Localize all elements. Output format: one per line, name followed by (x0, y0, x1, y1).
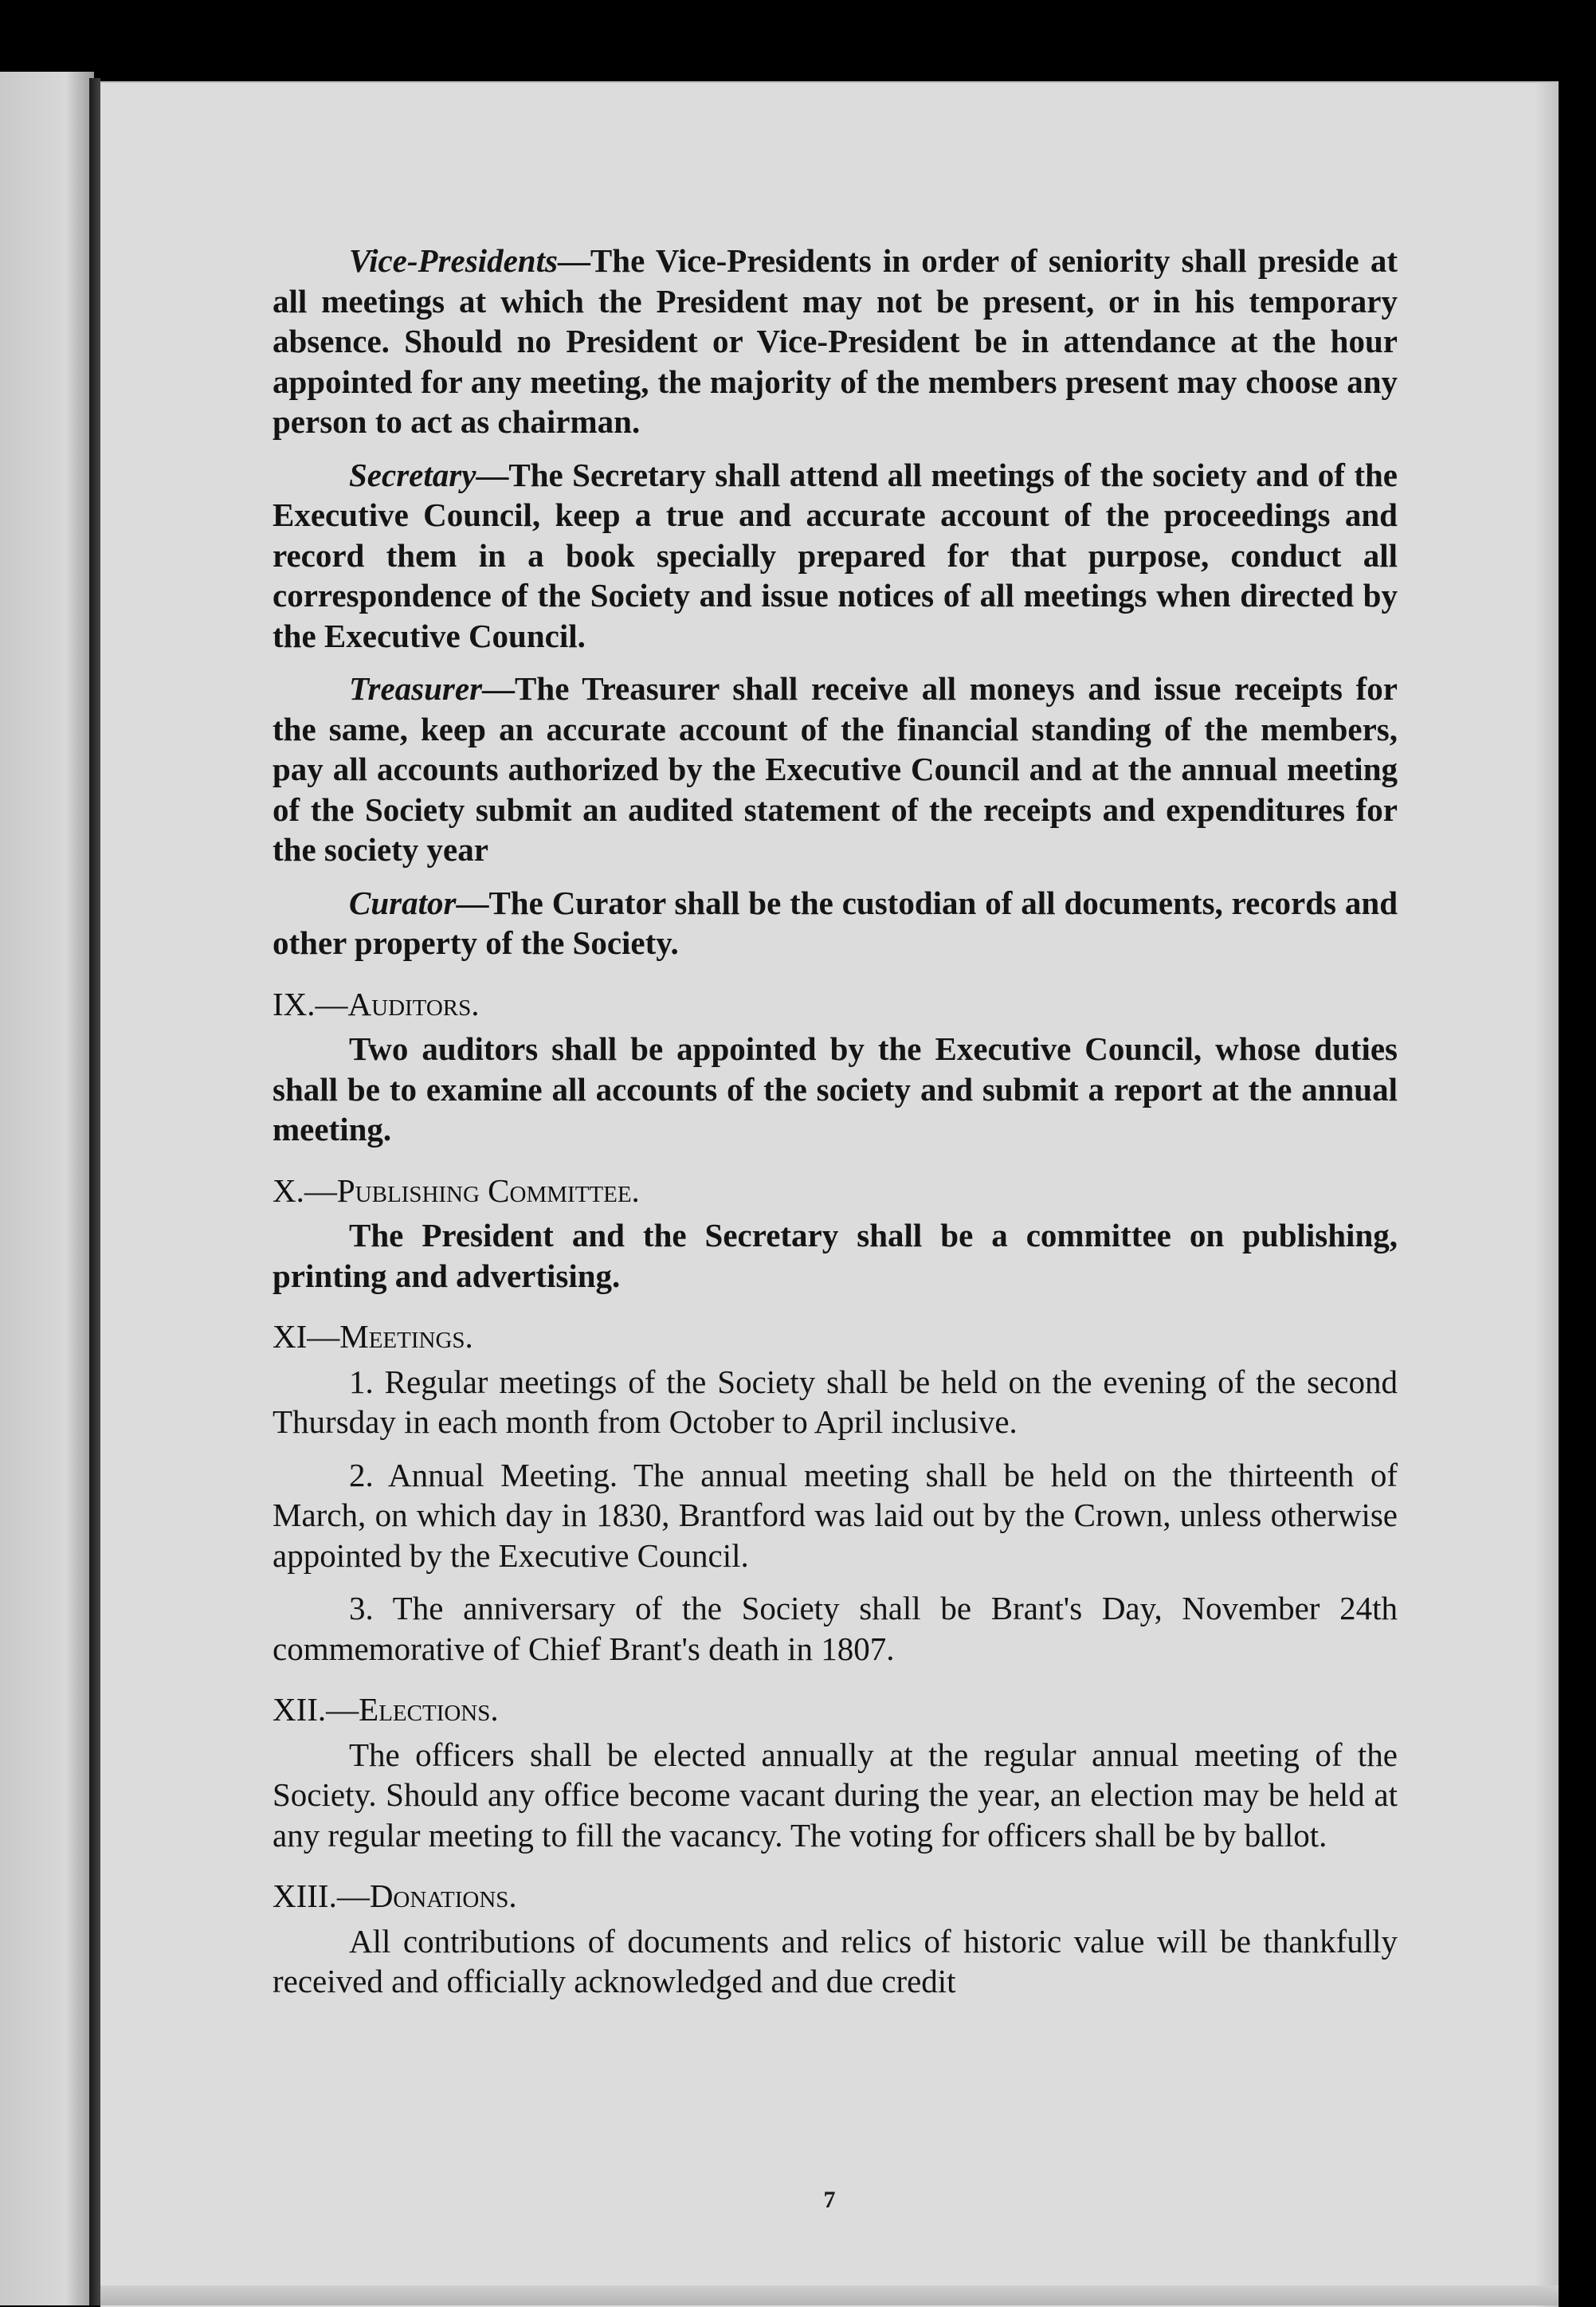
heading-auditors: IX.—Auditors. (273, 985, 480, 1022)
page-bottom-edge (100, 2285, 1559, 2305)
term-secretary: Secretary (349, 456, 476, 493)
page-text (273, 241, 1398, 2015)
document-page (100, 81, 1559, 2307)
paragraph-auditors: Two auditors shall be appointed by the Executive Council, whose duties shall be to examine all accounts of the society and submit a report at the annual meeting. (273, 1030, 1398, 1148)
paragraph-meetings-1: 1. Regular meetings of the Society shall be held on the evening of the second Thursday in each month from October to April inclusive. (273, 1363, 1398, 1440)
term-vice-presidents: Vice-Presidents (349, 242, 558, 279)
heading-meetings: XI—Meetings. (273, 1318, 473, 1355)
term-treasurer: Treasurer (349, 670, 483, 707)
heading-publishing-committee: X.—Publishing Committee. (273, 1171, 640, 1209)
paragraph-curator: Curator—The Curator shall be the custodian of all documents, records and other property of the Society. (273, 884, 1398, 961)
paragraph-donations: All contributions of documents and relics of historic value will be thankfully received and officially acknowledged and due credit (273, 1922, 1398, 1999)
heading-elections: XII.—Elections. (273, 1691, 499, 1728)
paragraph-meetings-2: 2. Annual Meeting. The annual meeting shall be held on the thirteenth of March, on which day in 1830, Brantford was laid out by the Crown, unless otherwise appointed by the Executive Council. (273, 1456, 1398, 1574)
paragraph-vice-presidents: Vice-Presidents—The Vice-Presidents in order of seniority shall preside at all meetings at which the President may not be present, or in his temporary absence. Should no President or Vice-President be in attendance at the hour appointed for any meeting, the majority of the members present may choose any person to act as chairman. (273, 242, 1398, 440)
paragraph-elections: The officers shall be elected annually at the regular annual meeting of the Society. Should any office become vacant during the year, an election may be held at any regular meeting to fill the vacancy. The voting for officers shall be by ballot. (273, 1736, 1398, 1854)
page-number: 7 (823, 2187, 836, 2213)
heading-donations: XIII.—Donations. (273, 1877, 517, 1914)
paragraph-treasurer: Treasurer—The Treasurer shall receive all moneys and issue receipts for the same, keep an accurate account of the financial standing of the members, pay all accounts authorized by the Executive Council and at the annual meeting of the Society submit an audited statement of the receipts and expenditures for the society year (273, 670, 1398, 868)
paragraph-publishing-committee: The President and the Secretary shall be a committee on publishing, printing and advertising. (273, 1217, 1398, 1294)
paragraph-secretary: Secretary—The Secretary shall attend all meetings of the society and of the Executive Council, keep a true and accurate account of the proceedings and record them in a book specially prepared for that purpose, conduct all correspondence of the Society and issue notices of all meetings when directed by the Executive Council. (273, 456, 1398, 654)
book-gutter (89, 78, 100, 2305)
term-curator: Curator (349, 884, 457, 921)
paragraph-meetings-3: 3. The anniversary of the Society shall be Brant's Day, November 24th commemorative of Chief Brant's death in 1807. (273, 1590, 1398, 1667)
left-page-edge (0, 72, 94, 2305)
